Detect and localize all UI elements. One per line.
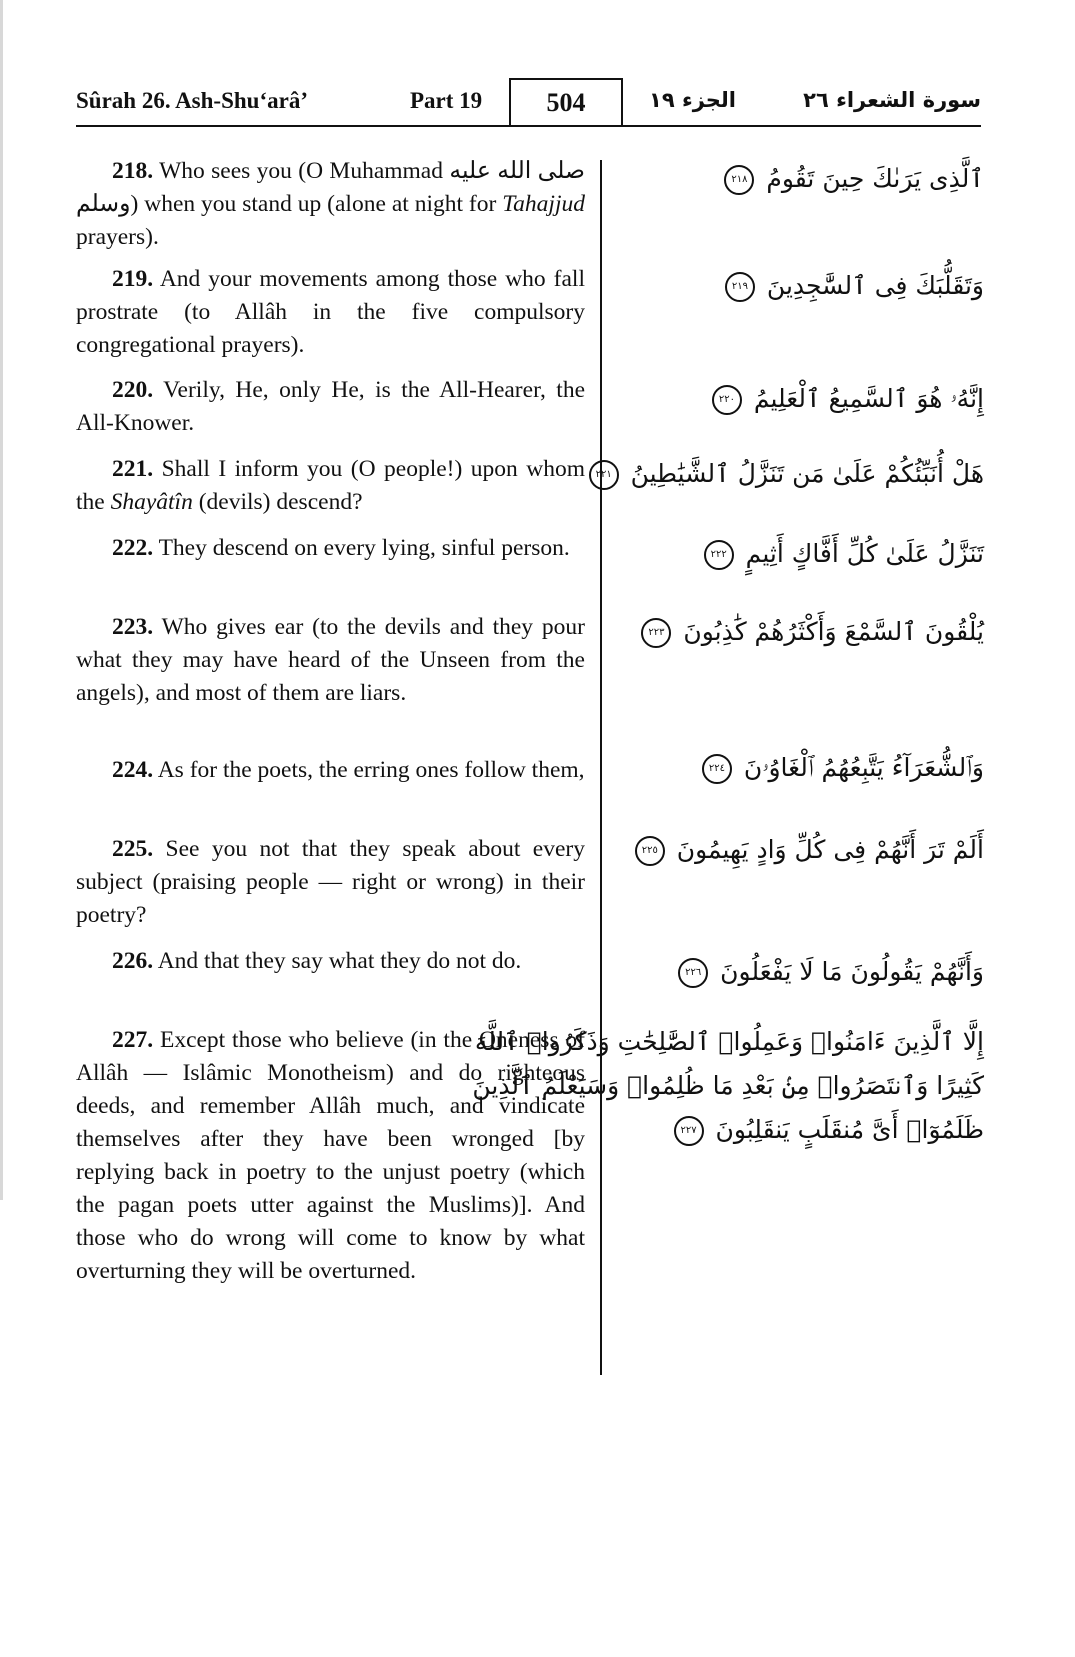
verse-text: Except those who believe (in the Oneness of Allâh — Islâmic Monotheism) and do righteous deeds, and remember Allâh much, and vindicate themselves after they have been wronged [by replying back in poetry to the unjust poetry (which the pagan poets utter against the Muslims)]. And those who do wrong will come to know by what overturning they will be overturned. [76, 1027, 585, 1284]
verse-number: 219. [112, 266, 154, 292]
verse-arabic-223 [612, 610, 984, 654]
page-header [76, 80, 981, 132]
verse-english-224 [76, 754, 585, 787]
verse-number: 221. [112, 456, 154, 482]
verse-translation [76, 155, 585, 254]
verse-number: 227. [112, 1027, 154, 1053]
verse-arabic-227 [472, 1020, 984, 1152]
verse-text: And your movements among those who fall prostrate (to Allâh in the five compulsory congregational prayers). [76, 266, 585, 358]
verse-number: 225. [112, 836, 154, 862]
verse-arabic-224 [612, 746, 984, 790]
arabic-line: هَلْ أُنَبِّئُكُمْ عَلَىٰ مَن تَنَزَّلُ ٱلشَّيَٰطِينُ ٢٢١ [612, 452, 984, 496]
verse-english-222 [76, 532, 585, 565]
arabic-line: ظَلَمُوٓا۟ أَىَّ مُنقَلَبٍ يَنقَلِبُونَ ٢٢٧ [612, 1108, 984, 1152]
verse-translation [76, 453, 585, 519]
verse-english-225 [76, 833, 585, 932]
verse-arabic-221 [595, 452, 984, 496]
verse-text: Who gives ear (to the devils and they pour what they may have heard of the Unseen from the angels), and most of them are liars. [76, 614, 585, 706]
surah-title-arabic: سورة الشعراء ٢٦ [803, 88, 981, 112]
verse-english-219 [76, 263, 585, 362]
verse-text: And that they say what they do not do. [153, 948, 522, 974]
ayah-marker-icon: ٢٢١ [589, 460, 619, 490]
verse-translation [76, 532, 585, 565]
ayah-marker-icon: ٢٢٥ [635, 836, 665, 866]
verse-arabic-218 [612, 157, 984, 201]
arabic-line: أَلَمْ تَرَ أَنَّهُمْ فِى كُلِّ وَادٍ يَهِيمُونَ ٢٢٥ [612, 828, 984, 872]
verse-text: They descend on every lying, sinful person. [153, 535, 570, 561]
ayah-marker-icon: ٢٢٢ [704, 540, 734, 570]
ayah-marker-icon: ٢٢٧ [674, 1116, 704, 1146]
verse-number: 223. [112, 614, 154, 640]
part-label-arabic: الجزء ١٩ [649, 88, 736, 112]
arabic-line: إِنَّهُۥ هُوَ ٱلسَّمِيعُ ٱلْعَلِيمُ ٢٢٠ [612, 377, 984, 421]
verse-arabic-222 [612, 532, 984, 576]
arabic-line: وَتَقَلُّبَكَ فِى ٱلسَّٰجِدِينَ ٢١٩ [612, 264, 984, 308]
verse-translation [76, 374, 585, 440]
arabic-line: تَنَزَّلُ عَلَىٰ كُلِّ أَفَّاكٍ أَثِيمٍ ٢٢٢ [612, 532, 984, 576]
verse-translation [76, 754, 585, 787]
verse-english-226 [76, 945, 585, 978]
verse-translation [76, 611, 585, 710]
arabic-line: وَأَنَّهُمْ يَقُولُونَ مَا لَا يَفْعَلُونَ ٢٢٦ [612, 950, 984, 994]
verse-text: See you not that they speak about every subject (praising people — right or wrong) in their poetry? [76, 836, 585, 928]
column-divider [600, 160, 602, 1375]
arabic-line: وَٱلشُّعَرَآءُ يَتَّبِعُهُمُ ٱلْغَاوُۥنَ ٢٢٤ [612, 746, 984, 790]
verse-number: 224. [112, 757, 154, 783]
ayah-marker-icon: ٢٢٠ [712, 385, 742, 415]
page-edge [0, 0, 3, 1200]
verse-translation [76, 833, 585, 932]
ayah-marker-icon: ٢١٩ [725, 272, 755, 302]
ayah-marker-icon: ٢١٨ [724, 165, 754, 195]
page-number: 504 [509, 78, 623, 126]
verse-arabic-225 [612, 828, 984, 872]
verse-arabic-226 [612, 950, 984, 994]
verse-number: 226. [112, 948, 154, 974]
verse-arabic-219 [612, 264, 984, 308]
verse-number: 222. [112, 535, 154, 561]
verse-text: Who sees you (O Muhammad صلى الله عليه وسلم) when you stand up (alone at night for Tahajjud prayers). [76, 158, 585, 250]
ayah-marker-icon: ٢٢٦ [678, 958, 708, 988]
verse-english-223 [76, 611, 585, 710]
header-rule [76, 125, 981, 127]
arabic-line: إِلَّا ٱلَّذِينَ ءَامَنُوا۟ وَعَمِلُوا۟ ٱلصَّٰلِحَٰتِ وَذَكَرُوا۟ ٱللَّهَ [474, 1027, 984, 1056]
verse-number: 220. [112, 377, 154, 403]
arabic-line: ٱلَّذِى يَرَىٰكَ حِينَ تَقُومُ ٢١٨ [612, 157, 984, 201]
verse-english-220 [76, 374, 585, 440]
surah-title-english: Sûrah 26. Ash-Shu‘arâ’ [76, 88, 308, 113]
verse-text: Verily, He, only He, is the All-Hearer, the All-Knower. [76, 377, 585, 436]
verse-text: As for the poets, the erring ones follow them, [153, 757, 585, 783]
arabic-line: يُلْقُونَ ٱلسَّمْعَ وَأَكْثَرُهُمْ كَٰذِبُونَ ٢٢٣ [612, 610, 984, 654]
verse-arabic-220 [612, 377, 984, 421]
arabic-line: كَثِيرًا وَٱنتَصَرُوا۟ مِنۢ بَعْدِ مَا ظُلِمُوا۟ وَسَيَعْلَمُ ٱلَّذِينَ [472, 1071, 984, 1100]
ayah-marker-icon: ٢٢٤ [702, 754, 732, 784]
verse-translation [76, 945, 585, 978]
verse-english-218 [76, 155, 585, 254]
verse-translation [76, 263, 585, 362]
verse-english-221 [76, 453, 585, 519]
verse-number: 218. [112, 158, 154, 184]
verse-text: Shall I inform you (O people!) upon whom the Shayâtîn (devils) descend? [76, 456, 585, 515]
ayah-marker-icon: ٢٢٣ [641, 618, 671, 648]
part-label-english: Part 19 [410, 88, 483, 113]
